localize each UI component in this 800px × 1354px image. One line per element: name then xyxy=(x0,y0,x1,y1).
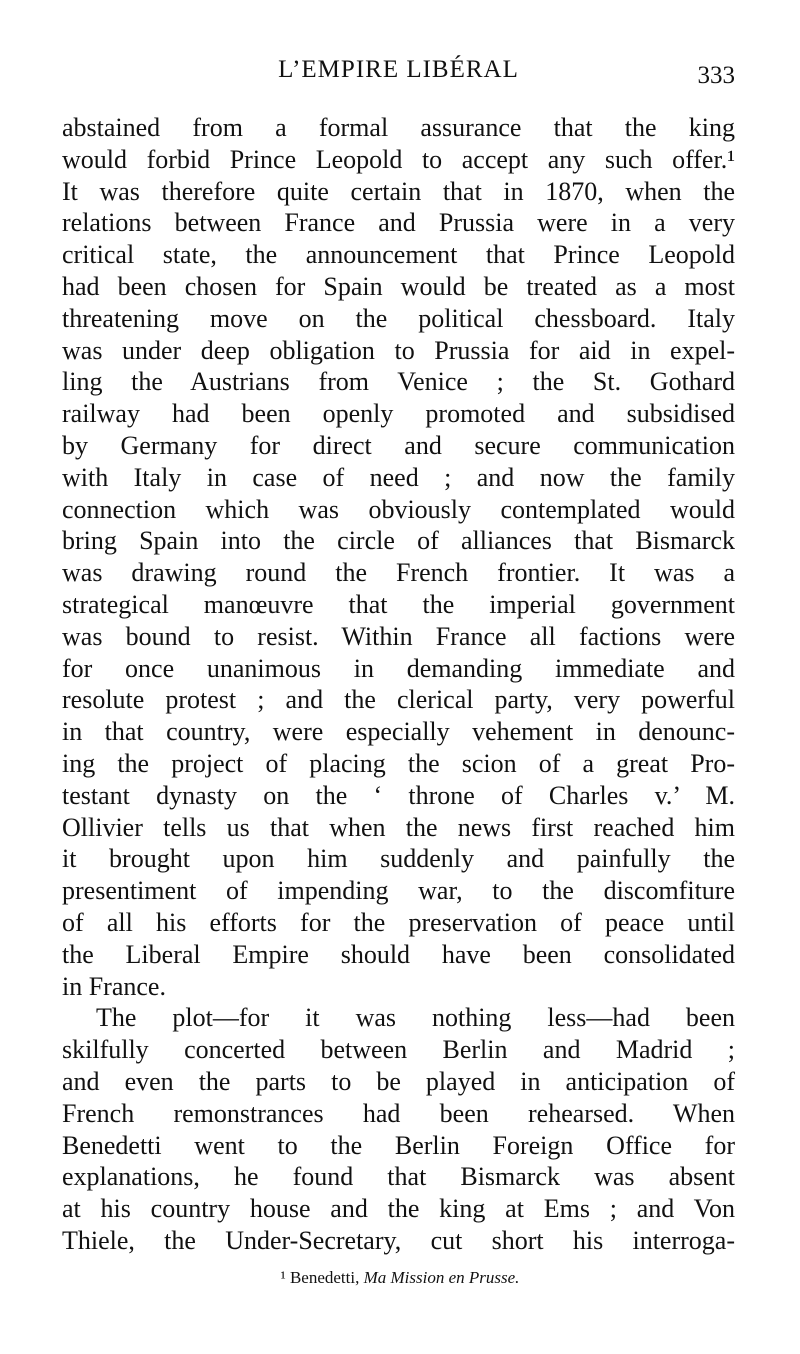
body-text xyxy=(62,112,735,1257)
running-header xyxy=(62,56,735,90)
text-line: had been chosen for Spain would be treated as a most xyxy=(62,271,735,301)
text-line: and even the parts to be played in anticipation of xyxy=(62,1066,735,1096)
text-line: bring Spain into the circle of alliances that Bismarck xyxy=(62,526,735,556)
text-line: connection which was obviously contemplated would xyxy=(62,494,735,524)
text-line: railway had been openly promoted and subsidised xyxy=(62,399,735,429)
text-line: Thiele, the Under-Secretary, cut short his interroga- xyxy=(62,1225,735,1255)
text-line: the Liberal Empire should have been consolidated xyxy=(62,939,735,969)
footnote-author: Benedetti, xyxy=(289,1268,360,1287)
text-line: presentiment of impending war, to the discomfiture xyxy=(62,876,735,906)
text-line: for once unanimous in demanding immediate and xyxy=(62,653,735,683)
text-line: The plot—for it was nothing less—had been xyxy=(96,1003,735,1033)
text-line: was under deep obligation to Prussia for aid in expel- xyxy=(62,335,735,365)
text-line: critical state, the announcement that Prince Leopold xyxy=(62,240,735,270)
text-line: Ollivier tells us that when the news first reached him xyxy=(62,812,735,842)
text-line: abstained from a formal assurance that the king xyxy=(62,113,735,142)
text-line: Benedetti went to the Berlin Foreign Office for xyxy=(62,1130,735,1160)
text-line: with Italy in case of need ; and now the family xyxy=(62,462,735,492)
footnote-marker: ¹ xyxy=(280,1268,286,1287)
text-line: relations between France and Prussia were in a very xyxy=(62,208,735,238)
text-line: was bound to resist. Within France all factions were xyxy=(62,621,735,651)
page-number: 333 xyxy=(697,62,735,89)
text-line: threatening move on the political chessboard. Italy xyxy=(62,303,735,333)
text-line: in that country, were especially vehement in denounc- xyxy=(62,717,735,747)
text-line: ing the project of placing the scion of a great Pro- xyxy=(62,748,735,778)
text-line: was drawing round the French frontier. It was a xyxy=(62,558,735,588)
text-line: of all his efforts for the preservation of peace until xyxy=(62,907,735,937)
text-line: at his country house and the king at Ems ; and Von xyxy=(62,1194,735,1224)
running-title: L’EMPIRE LIBÉRAL xyxy=(278,56,519,83)
text-line: French remonstrances had been rehearsed. When xyxy=(62,1098,735,1128)
text-line: skilfully concerted between Berlin and Madrid ; xyxy=(62,1035,735,1065)
text-line: It was therefore quite certain that in 1870, when the xyxy=(62,176,735,206)
text-line: by Germany for direct and secure communication xyxy=(62,430,735,460)
text-line: ling the Austrians from Venice ; the St. Gothard xyxy=(62,367,735,397)
text-line: testant dynasty on the ‘ throne of Charles v.’ M. xyxy=(62,780,735,810)
footnote-title: Ma Mission en Prusse. xyxy=(363,1268,520,1287)
text-line: it brought upon him suddenly and painfully the xyxy=(62,844,735,874)
footnote xyxy=(0,1268,800,1288)
text-line: strategical manœuvre that the imperial government xyxy=(62,589,735,619)
text-line: explanations, he found that Bismarck was absent xyxy=(62,1162,735,1192)
text-line: would forbid Prince Leopold to accept any such offer.¹ xyxy=(62,144,735,174)
text-line: in France. xyxy=(62,971,166,1001)
text-line: resolute protest ; and the clerical party, very powerful xyxy=(62,685,735,715)
